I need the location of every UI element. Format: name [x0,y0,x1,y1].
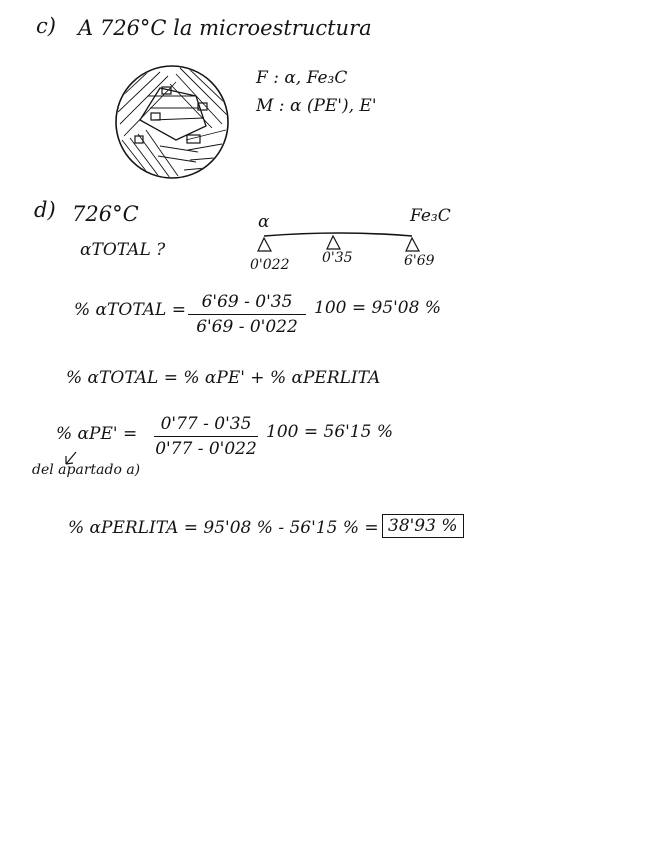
phases-line: F : α, Fe₃C [256,68,348,88]
eq1-rhs: 100 = 95'08 % [314,298,441,318]
eq1-fraction-bar [188,314,306,315]
alpha-total-question: αTOTAL ? [80,240,166,260]
section-d-label: d) [34,198,56,222]
eq1-numerator: 6'69 - 0'35 [201,292,293,312]
section-c-label: c) [36,14,56,38]
lever-left-phase: α [258,212,270,232]
eq1-fraction [188,292,306,337]
section-d-temperature: 726°C [72,202,139,226]
microstructure-drawing [116,66,228,178]
eq3-lhs: % αPE' = [56,424,138,444]
eq1-lhs: % αTOTAL = [74,300,186,320]
lever-right-phase: Fe₃C [410,206,451,226]
eq4-lhs: % αPERLITA = 95'08 % - 56'15 % = [68,518,379,538]
microconstituents-line: M : α (PE'), E' [256,96,377,116]
eq3-denominator: 0'77 - 0'022 [155,439,257,459]
eq3-note: del apartado a) [32,462,141,478]
lever-value-middle: 0'35 [322,250,353,266]
eq3-numerator: 0'77 - 0'35 [160,414,252,434]
eq3-rhs: 100 = 56'15 % [266,422,393,442]
eq1-denominator: 6'69 - 0'022 [196,317,298,337]
section-c-title: A 726°C la microestructura [78,16,372,40]
lever-rule-diagram [258,233,419,251]
final-result-box: 38'93 % [382,514,464,538]
eq3-fraction [154,414,258,459]
lever-value-right: 6'69 [404,253,435,269]
eq2-text: % αTOTAL = % αPE' + % αPERLITA [66,368,381,388]
lever-value-left: 0'022 [250,257,290,273]
eq3-fraction-bar [154,436,258,437]
